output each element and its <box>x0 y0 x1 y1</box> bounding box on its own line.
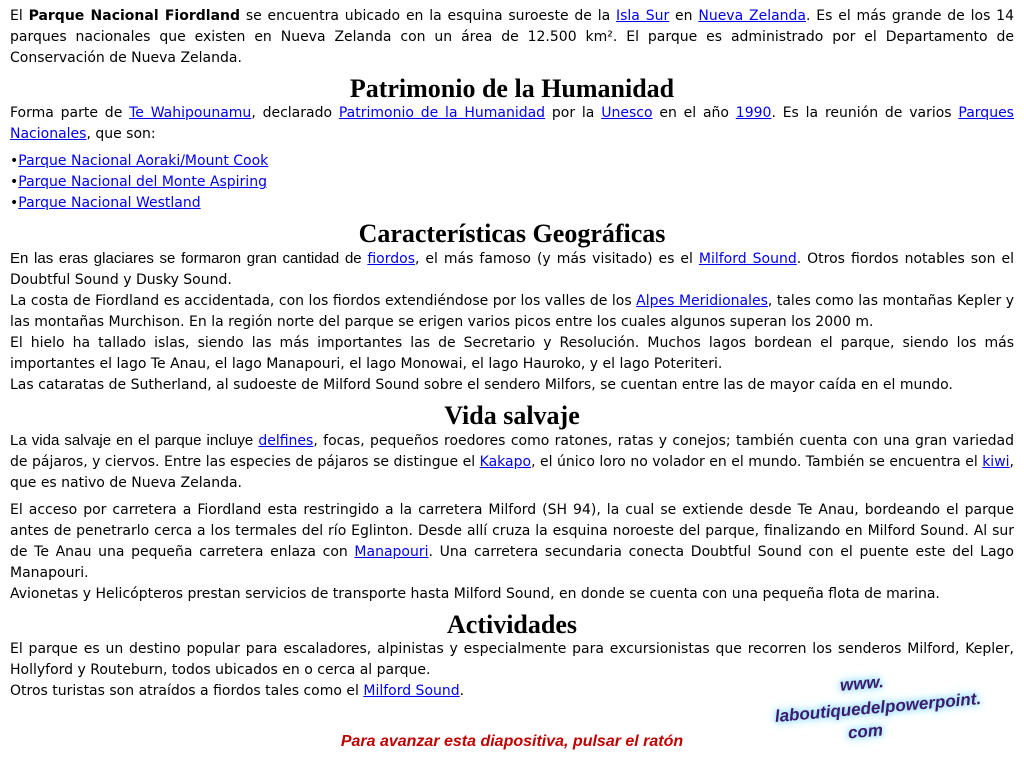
heritage-text: . Es la reunión de varios <box>771 105 959 121</box>
wildlife-text: El acceso por carretera a Fiordland esta restringido a la carretera Milford (SH 94), la cual se extiende desde Te Anau, bordeando el parque antes de penetrarlo cerca a los termales del río Eglinton. Desde allí cruza la esquina noroeste del parque, finalizando en Milford Sound. Al sur de Te Anau una pequeña carretera enlaza con <box>10 502 1014 560</box>
heritage-text: Forma parte de <box>10 105 130 121</box>
logo-line-2: laboutiquedelpowerpoint. <box>774 689 982 726</box>
park-name: Parque Nacional Fiordland <box>28 8 241 24</box>
heritage-heading: Patrimonio de la Humanidad <box>349 74 675 103</box>
advance-instruction[interactable]: Para avanzar esta diapositiva, pulsar el ratón <box>340 733 684 750</box>
logo-line-1: www. <box>839 672 885 695</box>
geo-paragraph-4: Las cataratas de Sutherland, al sudoeste de Milford Sound sobre el sendero Milfors, se cuentan entre las de mayor caída en el mundo. <box>10 377 953 393</box>
activities-text: Otros turistas son atraídos a fiordos tales como el <box>10 683 364 699</box>
logo-line-3: com <box>847 720 884 743</box>
wildlife-text: , el único loro no volador en el mundo. También se encuentra el <box>531 454 983 470</box>
link-nueva-zelanda[interactable]: Nueva Zelanda <box>698 8 806 24</box>
wildlife-text: , que es nativo de Nueva Zelanda. <box>10 454 1014 491</box>
wildlife-paragraph-1 <box>10 430 1014 494</box>
geo-text: La costa de Fiordland es accidentada, con los fiordos extendiéndose por los valles de los <box>10 293 637 309</box>
activities-heading: Actividades <box>447 610 577 639</box>
link-milford-sound-2[interactable]: Milford Sound <box>363 683 460 699</box>
link-unesco[interactable]: Unesco <box>601 105 653 121</box>
geo-paragraph-3: El hielo ha tallado islas, siendo las más importantes las de Secretario y Resolución. Muchos lagos bordean el parque, siendo los más importantes el lago Te Anau, el lago Manapouri, el lago Monowai, el lago Hauroko, y el lago Poteriteri. <box>10 335 1014 372</box>
link-westland[interactable]: Parque Nacional Westland <box>18 195 201 211</box>
link-milford-sound[interactable]: Milford Sound <box>698 251 797 267</box>
link-alpes-meridionales[interactable]: Alpes Meridionales <box>636 293 768 309</box>
geo-text: , el más famoso (y más visitado) es el <box>414 251 699 267</box>
list-item: •Parque Nacional del Monte Aspiring <box>10 174 267 190</box>
intro-paragraph <box>10 6 1014 69</box>
intro-text: . Es el más grande de los 14 parques nacionales que existen en Nueva Zelanda con un área de 12.500 km². El parque es administrado por el Departamento de Conservación de Nueva Zelanda. <box>10 8 1014 66</box>
geo-text: , tales como las montañas Kepler y las montañas Murchison. En la región norte del parque se erigen varios picos entre los cuales algunos superan los 2000 m. <box>10 293 1015 330</box>
geo-paragraph-1 <box>10 248 1014 291</box>
heritage-paragraph <box>10 103 1014 145</box>
heritage-text: , declarado <box>251 105 339 121</box>
list-item: •Parque Nacional Aoraki/Mount Cook <box>10 153 269 169</box>
link-fiordos[interactable]: fiordos <box>367 251 415 267</box>
link-delfines[interactable]: delfines <box>258 433 314 449</box>
link-parques-nacionales[interactable]: Parques Nacionales <box>10 105 1014 142</box>
wildlife-heading: Vida salvaje <box>444 401 580 430</box>
intro-text: en <box>669 8 699 24</box>
wildlife-text: La vida salvaje en el parque incluye <box>10 432 259 449</box>
slide-content <box>10 6 1014 702</box>
wildlife-paragraph-2 <box>10 500 1014 584</box>
link-monte-aspiring[interactable]: Parque Nacional del Monte Aspiring <box>18 174 267 190</box>
link-manapouri[interactable]: Manapouri <box>354 544 429 560</box>
link-aoraki[interactable]: Parque Nacional Aoraki/Mount Cook <box>18 153 269 169</box>
link-isla-sur[interactable]: Isla Sur <box>615 8 670 24</box>
geo-text: En las eras glaciares se formaron gran cantidad de <box>10 250 368 267</box>
activities-paragraph-1: El parque es un destino popular para escaladores, alpinistas y especialmente para excursionistas que recorren los senderos Milford, Kepler, Hollyford y Routeburn, todos ubicados en o cerca al parque. <box>10 641 1014 678</box>
wildlife-paragraph-3: Avionetas y Helicópteros prestan servicios de transporte hasta Milford Sound, en donde se cuenta con una pequeña flota de marina. <box>10 586 940 602</box>
link-1990[interactable]: 1990 <box>735 105 772 121</box>
intro-text: El <box>10 8 29 24</box>
heritage-text: por la <box>545 105 602 121</box>
heritage-text: , que son: <box>86 126 156 142</box>
geo-text: . Otros fiordos notables son el Doubtful Sound y Dusky Sound. <box>10 251 1014 288</box>
geo-heading: Características Geográficas <box>358 219 666 248</box>
park-list <box>10 151 1014 214</box>
wildlife-text: , focas, pequeños roedores como ratones, ratas y conejos; también cuenta con una gran variedad de pájaros, y ciervos. Entre las especies de pájaros se distingue el <box>10 433 1014 470</box>
intro-text: se encuentra ubicado en la esquina suroeste de la <box>240 8 616 24</box>
link-te-wahipounamu[interactable]: Te Wahipounamu <box>129 105 252 121</box>
heritage-text: en el año <box>652 105 736 121</box>
link-kakapo[interactable]: Kakapo <box>479 454 532 470</box>
activities-text: . <box>459 683 465 699</box>
list-item: •Parque Nacional Westland <box>10 195 201 211</box>
geo-paragraph-2 <box>10 291 1014 333</box>
link-kiwi[interactable]: kiwi <box>982 454 1010 470</box>
link-patrimonio[interactable]: Patrimonio de la Humanidad <box>338 105 546 121</box>
wildlife-text: . Una carretera secundaria conecta Doubtful Sound con el puente este del Lago Manapouri. <box>10 544 1015 581</box>
